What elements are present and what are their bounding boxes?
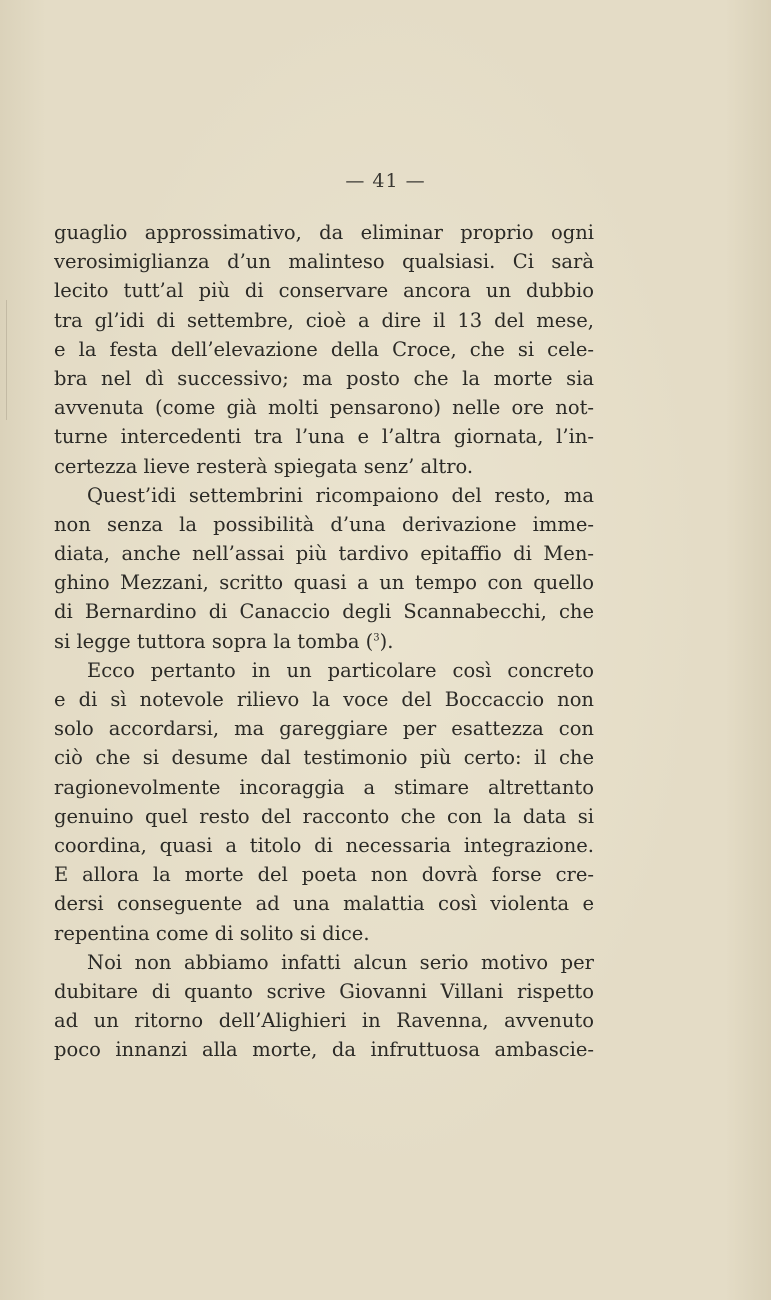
text-line: ciò che si desume dal testimonio più certo: il che (54, 746, 594, 770)
text-line: dersi conseguente ad una malattia così violenta e (54, 892, 594, 916)
text-line: ragionevolmente incoraggia a stimare altrettanto (54, 775, 594, 799)
paragraph-3 (54, 656, 594, 948)
text-line: verosimiglianza d’un malinteso qualsiasi. Ci sarà (54, 250, 594, 274)
text-line: turne intercedenti tra l’una e l’altra giornata, l’in- (54, 425, 594, 449)
text-line: Noi non abbiamo infatti alcun serio motivo per (87, 950, 594, 974)
text-line-with-footnote (54, 627, 594, 656)
text-line: E allora la morte del poeta non dovrà forse cre- (54, 863, 594, 887)
text-line: Quest’idi settembrini ricompaiono del resto, ma (87, 483, 594, 507)
text-fragment: ). (379, 629, 394, 653)
text-line: solo accordarsi, ma gareggiare per esattezza con (54, 717, 594, 741)
text-line: repentina come di solito si dice. (54, 921, 370, 945)
text-line: poco innanzi alla morte, da infruttuosa ambascie- (54, 1038, 594, 1062)
text-line: e la festa dell’elevazione della Croce, che si cele- (54, 337, 594, 361)
footnote-reference: 3 (373, 632, 380, 644)
paragraph-4 (54, 948, 594, 1065)
text-line: Ecco pertanto in un particolare così concreto (87, 658, 594, 682)
text-line: non senza la possibilità d’una derivazione imme- (54, 512, 594, 536)
page-number: — 41 — (345, 170, 426, 192)
text-line: ghino Mezzani, scritto quasi a un tempo con quello (54, 571, 594, 595)
text-line: certezza lieve resterà spiegata senz’ altro. (54, 454, 474, 478)
text-line: lecito tutt’al più di conservare ancora un dubbio (54, 279, 594, 303)
paragraph-1 (54, 218, 594, 481)
text-line: avvenuta (come già molti pensarono) nelle ore not- (54, 396, 594, 420)
text-line: ad un ritorno dell’Alighieri in Ravenna, avvenuto (54, 1009, 594, 1033)
text-fragment: si legge tuttora sopra la tomba ( (54, 629, 374, 653)
text-line: guaglio approssimativo, da eliminar proprio ogni (54, 221, 594, 244)
text-line: coordina, quasi a titolo di necessaria integrazione. (54, 833, 594, 857)
body-text (54, 218, 594, 1064)
page-edge-shadow (6, 300, 7, 420)
text-line: e di sì notevole rilievo la voce del Boccaccio non (54, 688, 594, 711)
paragraph-2 (54, 481, 594, 656)
text-line: bra nel dì successivo; ma posto che la morte sia (54, 366, 594, 390)
text-line: di Bernardino di Canaccio degli Scannabecchi, che (54, 600, 594, 624)
text-line: diata, anche nell’assai più tardivo epitaffio di Men- (54, 542, 594, 566)
text-line: genuino quel resto del racconto che con la data si (54, 804, 594, 828)
text-line: dubitare di quanto scrive Giovanni Villani rispetto (54, 979, 594, 1003)
text-line: tra gl’idi di settembre, cioè a dire il 13 del mese, (54, 308, 594, 332)
